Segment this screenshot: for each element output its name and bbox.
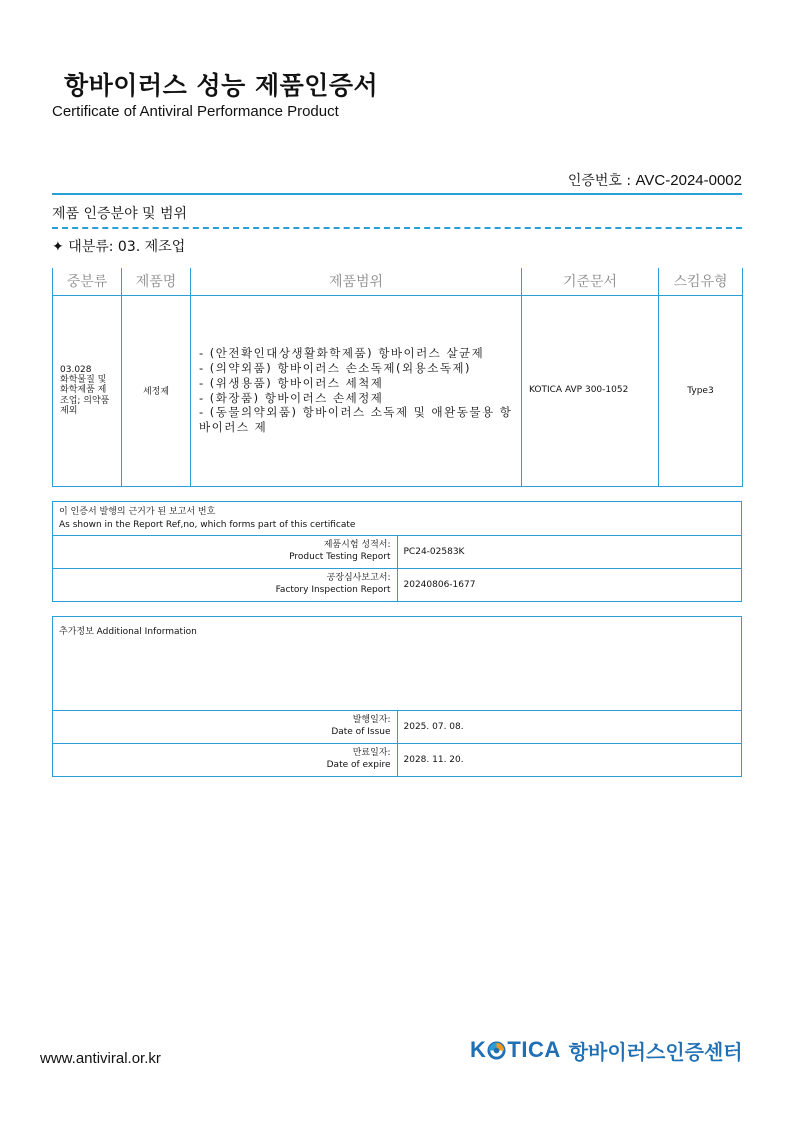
logo-letters-tica: TICA xyxy=(507,1037,561,1062)
table-row xyxy=(53,711,742,744)
page-title-korean: 항바이러스 성능 제품인증서 xyxy=(64,71,379,100)
report-label xyxy=(53,536,398,569)
table-row xyxy=(53,744,742,777)
expire-date: 2028. 11. 20. xyxy=(397,744,742,777)
column-header: 제품범위 xyxy=(191,268,522,295)
kotica-logo xyxy=(470,1036,743,1064)
certificate-number xyxy=(568,170,742,190)
product-scope-list xyxy=(191,346,521,436)
main-category xyxy=(52,236,185,256)
report-header-english: As shown in the Report Ref,no, which forms part of this certificate xyxy=(59,519,356,530)
report-label-english: Product Testing Report xyxy=(289,552,391,562)
column-header: 스킴유형 xyxy=(659,268,743,295)
main-category-text: 대분류: 03. 제조업 xyxy=(68,239,186,255)
report-label-korean: 공장심사보고서: xyxy=(326,573,391,584)
section-divider xyxy=(52,193,742,195)
column-header: 제품명 xyxy=(122,268,191,295)
date-label xyxy=(53,711,398,744)
list-item: - (의약외품) 항바이러스 손소독제(외용소독제) xyxy=(199,360,472,375)
column-header: 기준문서 xyxy=(522,268,659,295)
product-name-cell: 세정제 xyxy=(122,295,191,486)
table-row xyxy=(53,502,742,536)
date-label-english: Date of Issue xyxy=(331,727,391,737)
certificate-number-label: 인증번호 : xyxy=(567,173,636,189)
report-header-korean: 이 인증서 발행의 근거가 된 보고서 번호 xyxy=(59,507,216,518)
list-item: - (화장품) 항바이러스 손세정제 xyxy=(199,390,384,405)
table-row xyxy=(53,295,743,486)
logo-letter-k: K xyxy=(470,1037,487,1062)
dashed-divider xyxy=(52,227,742,229)
scope-table-header xyxy=(53,268,743,295)
certificate-number-value: AVC-2024-0002 xyxy=(635,172,742,189)
product-scope-cell xyxy=(191,295,522,486)
website-link[interactable]: www.antiviral.or.kr xyxy=(40,1050,161,1067)
report-reference-header xyxy=(53,502,742,536)
additional-info-header: 추가정보 Additional Information xyxy=(53,617,742,711)
list-item: - (안전확인대상생활화학제품) 항바이러스 살균제 xyxy=(199,345,485,360)
column-header: 중분류 xyxy=(53,268,122,295)
date-label-english: Date of expire xyxy=(326,760,391,770)
scheme-type-cell: Type3 xyxy=(659,295,743,486)
date-label-korean: 만료일자: xyxy=(352,748,391,759)
factory-inspection-report-number: 20240806-1677 xyxy=(397,569,742,602)
virus-shield-icon xyxy=(487,1041,506,1060)
star-icon: ✦ xyxy=(52,239,64,255)
table-row xyxy=(53,569,742,602)
additional-info-table xyxy=(52,616,742,777)
product-testing-report-number: PC24-02583K xyxy=(397,536,742,569)
report-reference-table xyxy=(52,501,742,602)
logo-center-name: 항바이러스인증센터 xyxy=(568,1039,743,1064)
page-title-english: Certificate of Antiviral Performance Product xyxy=(52,103,339,120)
table-row xyxy=(53,617,742,711)
date-label-korean: 발행일자: xyxy=(352,715,391,726)
scope-section-title: 제품 인증분야 및 범위 xyxy=(52,206,188,222)
scope-table xyxy=(52,268,743,487)
date-label xyxy=(53,744,398,777)
standard-cell: KOTICA AVP 300-1052 xyxy=(522,295,659,486)
logo-wordmark xyxy=(470,1037,561,1063)
subcategory-cell: 03.028 화학물질 및 화학제품 제 조업; 의약품 제외 xyxy=(53,295,122,486)
list-item: - (동물의약외품) 항바이러스 소독제 및 애완동물용 항바이러스 제 xyxy=(199,405,513,435)
table-row xyxy=(53,536,742,569)
report-label-korean: 제품시험 성적서: xyxy=(323,540,391,551)
list-item: - (위생용품) 항바이러스 세척제 xyxy=(199,375,384,390)
report-label-english: Factory Inspection Report xyxy=(275,585,391,595)
issue-date: 2025. 07. 08. xyxy=(397,711,742,744)
report-label xyxy=(53,569,398,602)
